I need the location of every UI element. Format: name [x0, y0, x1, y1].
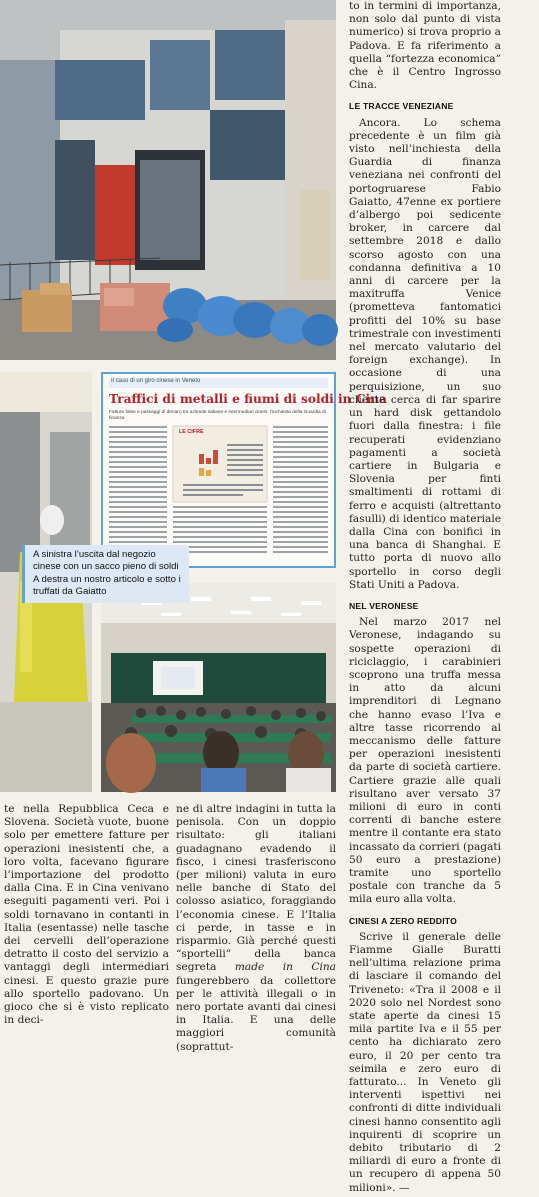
bottom-column-1 [4, 803, 169, 1029]
newspaper-clipping [101, 372, 387, 568]
bottom-column-2 [176, 803, 336, 1056]
bottom-column-2-text-a: ne di altre indagini in tutta la penisola. Con un doppio risultato: gli italiani guadagnano evadendo il fisco, i cinesi trasferiscono (per milioni) valuta in euro nelle banche di Stato del colosso asiatico, foraggiando l’economia cinese. E l’Italia ci perde, in tasse e in risparmio. Già perché questi “sportelli” della banca segreta [176, 803, 336, 974]
clipping-subhead: Fatture false e passaggi di denaro tra aziende italiane e intermediari cinesi: l’inchiesta della Guardia di finanza [109, 410, 326, 421]
section-heading-tracce: LE TRACCE VENEZIANE [349, 101, 454, 112]
section-heading-veronese: NEL VERONESE [349, 600, 419, 611]
clipping-infobox-title: LE CIFRE [179, 429, 204, 435]
bottom-column-2-text-b: fungerebbero da collettore per le attività illegali o in nero portate avanti dai cinesi in Italia. E una delle maggiori comunità (soprattut- [176, 974, 336, 1053]
made-in-cina-emphasis: made in Cina [234, 961, 336, 974]
clipping-body-image [103, 424, 334, 564]
photo-store-exit [0, 0, 336, 360]
section-body-veronese: Nel marzo 2017 nel Veronese, indagando su sospette operazioni di riciclaggio, i carabinieri scoprono una truffa messa in atto da alcuni imprenditori di Legnano che hanno evaso l’Iva e altre tasse ricorrendo al meccanismo delle fatture per operazioni inesistenti da parte di società cartiere. Cartiere grazie alle quali risultano aver versato 37 milioni di euro in conti correnti di banche estere mentre il contante era stato incassato da corrieri (pagati 50 euro a prestazione) tramite uno sportello postale con tranche da 5 mila euro alla volta. [349, 616, 502, 906]
photo-caption: A sinistra l’uscita dal negozio cinese con un sacco pieno di soldi A destra un nostro articolo e sotto i truffati da Gaiatto [22, 545, 189, 603]
section-heading-cinesi: CINESI A ZERO REDDITO [349, 915, 457, 926]
right-column [349, 0, 501, 1197]
clipping-kicker: Il caso di un giro cinese in Veneto [111, 378, 201, 384]
bottom-column-1-text: te nella Repubblica Ceca e Slovena. Società vuote, buone solo per emettere fatture per operazioni inesistenti che, a loro volta, facevano figurare l’importazione del prodotto dalla Cina. E in Cina venivano eseguiti pagamenti veri. Poi i soldi tornavano in contanti in Italia (esentasse) nelle tasche dei cervelli dell’operazione detratto il costo del servizio a vantaggi degli intermediari cinesi. E questo grazie pure allo sportello padovano. Un gioco che si è visto replicato in deci- [4, 803, 169, 1027]
section-body-tracce: Ancora. Lo schema precedente è un film già visto nell’inchiesta della Guardia di finanza veneziana nei confronti del portogruarese Fabio Gaiatto, 47enne ex portiere d’albergo poi sedicente broker, in carcere dal settembre 2018 e dallo scorso agosto con una condanna definitiva a 10 anni di carcere per la maxitruffa Venice (prometteva fantomatici profitti del 10% su base trimestrale con investimenti nel mercato valutario del foreign exchange). In occasione di una perquisizione, un suo cliente cerca di far sparire un hard disk gettandolo fuori dalla finestra: i file recuperati evidenziano pagamenti a società cartiere in Bulgaria e Slovenia per finti smaltimenti di rottami di ferro e acquisti (altrettanto fasulli) di identico materiale dalla Cina con bonifici in una banca di Shanghai. E tutto porta di nuovo allo sportello in corso degli Stati Uniti a Padova. [349, 116, 501, 591]
clipping-headline: Traffici di metalli e fiumi di soldi in Cina [109, 392, 387, 406]
section-body-cinesi: Scrive il generale delle Fiamme Gialle Buratti nell’ultima relazione prima di lasciare il comando del Triveneto: «Tra il 2008 e il 2020 solo nel Nordest sono state aperte da cinesi 15 mila partite Iva e il 55 per cento ha dichiarato zero euro, il 20 per cento tra seimila e zero euro di fatturato... In Veneto gli interventi ispettivi nei confronti di ditte individuali cinesi hanno consentito agli inquirenti di scoprire un debito tributario di 2 miliardi di euro a fronte di un recupero di appena 50 milioni». — [349, 930, 501, 1194]
photo-auditorium [101, 583, 336, 792]
bottom-column-2-text [176, 803, 336, 1054]
store-exit-image [0, 0, 336, 360]
right-column-lead: to in termini di importanza, non solo dal punto di vista numerico) si trova proprio a Padova. E fa riferimento a quella “fortezza economica” che è il Centro Ingrosso Cina. [349, 0, 501, 92]
auditorium-image [101, 583, 336, 792]
